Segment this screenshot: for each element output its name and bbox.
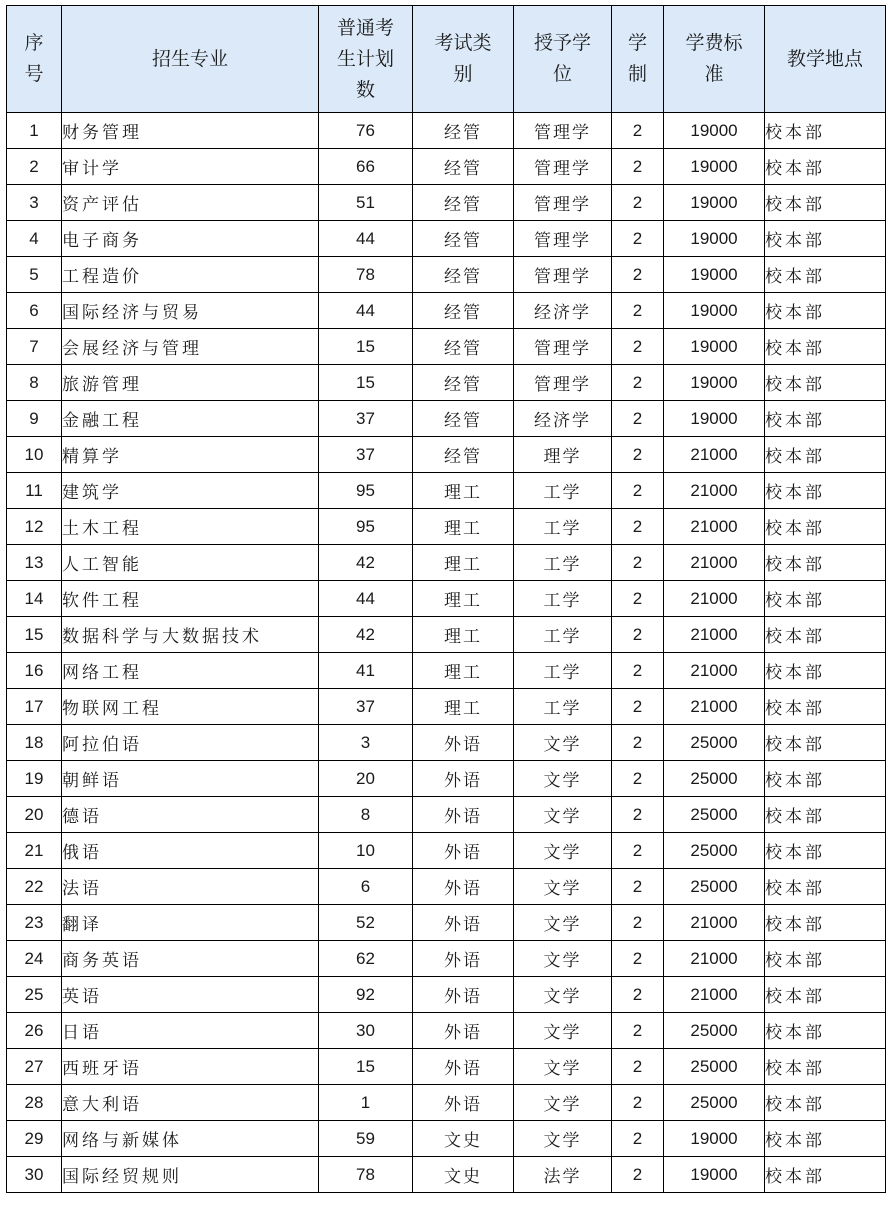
cell-location: 校本部 (765, 401, 886, 437)
cell-seq: 17 (7, 689, 62, 725)
cell-seq: 24 (7, 941, 62, 977)
cell-tuition: 21000 (664, 977, 765, 1013)
table-row (7, 185, 886, 221)
cell-seq: 8 (7, 365, 62, 401)
table-body (7, 113, 886, 1193)
cell-degree: 工学 (514, 509, 612, 545)
cell-exam-type: 经管 (413, 113, 514, 149)
cell-exam-type: 理工 (413, 581, 514, 617)
cell-location: 校本部 (765, 653, 886, 689)
table-row (7, 1049, 886, 1085)
cell-tuition: 19000 (664, 1157, 765, 1193)
cell-seq: 28 (7, 1085, 62, 1121)
table-row (7, 257, 886, 293)
cell-exam-type: 理工 (413, 473, 514, 509)
cell-quota: 78 (319, 257, 413, 293)
cell-tuition: 25000 (664, 725, 765, 761)
cell-tuition: 25000 (664, 869, 765, 905)
cell-major: 工程造价 (62, 257, 319, 293)
cell-tuition: 19000 (664, 185, 765, 221)
cell-tuition: 21000 (664, 473, 765, 509)
cell-tuition: 25000 (664, 833, 765, 869)
cell-exam-type: 外语 (413, 869, 514, 905)
cell-exam-type: 经管 (413, 221, 514, 257)
header-duration: 学制 (612, 6, 664, 113)
header-exam-type: 考试类别 (413, 6, 514, 113)
cell-location: 校本部 (765, 725, 886, 761)
cell-duration: 2 (612, 1013, 664, 1049)
cell-quota: 15 (319, 365, 413, 401)
cell-degree: 工学 (514, 545, 612, 581)
cell-major: 日语 (62, 1013, 319, 1049)
table-row (7, 797, 886, 833)
cell-location: 校本部 (765, 941, 886, 977)
table-row (7, 653, 886, 689)
table-row (7, 581, 886, 617)
cell-quota: 44 (319, 221, 413, 257)
cell-duration: 2 (612, 905, 664, 941)
cell-duration: 2 (612, 473, 664, 509)
cell-major: 网络工程 (62, 653, 319, 689)
cell-location: 校本部 (765, 1121, 886, 1157)
table-row (7, 149, 886, 185)
cell-quota: 37 (319, 437, 413, 473)
cell-tuition: 25000 (664, 1049, 765, 1085)
cell-degree: 理学 (514, 437, 612, 473)
cell-exam-type: 外语 (413, 833, 514, 869)
cell-duration: 2 (612, 1121, 664, 1157)
table-row (7, 221, 886, 257)
cell-quota: 20 (319, 761, 413, 797)
cell-exam-type: 理工 (413, 509, 514, 545)
cell-location: 校本部 (765, 149, 886, 185)
cell-major: 阿拉伯语 (62, 725, 319, 761)
cell-major: 建筑学 (62, 473, 319, 509)
table-row (7, 1013, 886, 1049)
table-row (7, 545, 886, 581)
cell-location: 校本部 (765, 833, 886, 869)
cell-tuition: 25000 (664, 761, 765, 797)
cell-location: 校本部 (765, 113, 886, 149)
enrollment-plan-table (6, 5, 886, 1193)
cell-tuition: 25000 (664, 1085, 765, 1121)
cell-duration: 2 (612, 941, 664, 977)
cell-degree: 工学 (514, 473, 612, 509)
cell-tuition: 19000 (664, 329, 765, 365)
table-row (7, 1121, 886, 1157)
cell-duration: 2 (612, 725, 664, 761)
cell-degree: 文学 (514, 1085, 612, 1121)
cell-exam-type: 外语 (413, 905, 514, 941)
cell-seq: 22 (7, 869, 62, 905)
cell-exam-type: 经管 (413, 365, 514, 401)
cell-quota: 44 (319, 581, 413, 617)
cell-duration: 2 (612, 797, 664, 833)
cell-degree: 管理学 (514, 257, 612, 293)
cell-major: 资产评估 (62, 185, 319, 221)
cell-seq: 4 (7, 221, 62, 257)
cell-degree: 管理学 (514, 329, 612, 365)
header-location: 教学地点 (765, 6, 886, 113)
cell-major: 网络与新媒体 (62, 1121, 319, 1157)
cell-duration: 2 (612, 833, 664, 869)
cell-degree: 文学 (514, 977, 612, 1013)
cell-location: 校本部 (765, 365, 886, 401)
cell-exam-type: 经管 (413, 185, 514, 221)
cell-quota: 78 (319, 1157, 413, 1193)
table-row (7, 833, 886, 869)
cell-quota: 44 (319, 293, 413, 329)
cell-tuition: 25000 (664, 1013, 765, 1049)
table-row (7, 905, 886, 941)
cell-seq: 11 (7, 473, 62, 509)
cell-degree: 文学 (514, 869, 612, 905)
cell-duration: 2 (612, 401, 664, 437)
cell-seq: 7 (7, 329, 62, 365)
table-row (7, 941, 886, 977)
cell-quota: 95 (319, 473, 413, 509)
cell-tuition: 19000 (664, 1121, 765, 1157)
cell-degree: 文学 (514, 833, 612, 869)
cell-degree: 管理学 (514, 113, 612, 149)
cell-duration: 2 (612, 869, 664, 905)
cell-exam-type: 理工 (413, 653, 514, 689)
cell-degree: 经济学 (514, 401, 612, 437)
cell-major: 商务英语 (62, 941, 319, 977)
cell-seq: 16 (7, 653, 62, 689)
cell-exam-type: 外语 (413, 761, 514, 797)
cell-exam-type: 外语 (413, 941, 514, 977)
cell-major: 国际经贸规则 (62, 1157, 319, 1193)
cell-tuition: 21000 (664, 905, 765, 941)
cell-degree: 文学 (514, 1013, 612, 1049)
cell-tuition: 19000 (664, 401, 765, 437)
cell-location: 校本部 (765, 221, 886, 257)
table-row (7, 1085, 886, 1121)
table-row (7, 329, 886, 365)
cell-exam-type: 经管 (413, 257, 514, 293)
cell-quota: 51 (319, 185, 413, 221)
cell-duration: 2 (612, 509, 664, 545)
header-tuition: 学费标准 (664, 6, 765, 113)
cell-major: 物联网工程 (62, 689, 319, 725)
cell-seq: 19 (7, 761, 62, 797)
cell-quota: 10 (319, 833, 413, 869)
table-row (7, 365, 886, 401)
cell-quota: 95 (319, 509, 413, 545)
cell-seq: 6 (7, 293, 62, 329)
cell-quota: 42 (319, 545, 413, 581)
cell-duration: 2 (612, 149, 664, 185)
cell-duration: 2 (612, 689, 664, 725)
cell-duration: 2 (612, 329, 664, 365)
cell-quota: 92 (319, 977, 413, 1013)
cell-degree: 管理学 (514, 365, 612, 401)
cell-major: 人工智能 (62, 545, 319, 581)
table-row (7, 617, 886, 653)
cell-location: 校本部 (765, 329, 886, 365)
cell-tuition: 21000 (664, 617, 765, 653)
header-major: 招生专业 (62, 6, 319, 113)
cell-quota: 62 (319, 941, 413, 977)
cell-degree: 管理学 (514, 185, 612, 221)
table-row (7, 473, 886, 509)
cell-location: 校本部 (765, 977, 886, 1013)
cell-major: 精算学 (62, 437, 319, 473)
cell-degree: 文学 (514, 1049, 612, 1085)
cell-duration: 2 (612, 113, 664, 149)
table-row (7, 725, 886, 761)
cell-duration: 2 (612, 761, 664, 797)
table-row (7, 1157, 886, 1193)
cell-location: 校本部 (765, 581, 886, 617)
cell-exam-type: 经管 (413, 401, 514, 437)
cell-exam-type: 外语 (413, 977, 514, 1013)
cell-exam-type: 文史 (413, 1157, 514, 1193)
cell-major: 俄语 (62, 833, 319, 869)
cell-duration: 2 (612, 257, 664, 293)
cell-degree: 管理学 (514, 149, 612, 185)
table-row (7, 869, 886, 905)
cell-location: 校本部 (765, 545, 886, 581)
cell-exam-type: 外语 (413, 1049, 514, 1085)
cell-quota: 59 (319, 1121, 413, 1157)
cell-tuition: 21000 (664, 689, 765, 725)
cell-tuition: 19000 (664, 293, 765, 329)
table-row (7, 401, 886, 437)
cell-tuition: 21000 (664, 509, 765, 545)
cell-major: 国际经济与贸易 (62, 293, 319, 329)
cell-location: 校本部 (765, 761, 886, 797)
cell-degree: 管理学 (514, 221, 612, 257)
cell-quota: 30 (319, 1013, 413, 1049)
cell-quota: 15 (319, 329, 413, 365)
cell-exam-type: 理工 (413, 689, 514, 725)
cell-quota: 1 (319, 1085, 413, 1121)
cell-degree: 工学 (514, 653, 612, 689)
cell-seq: 25 (7, 977, 62, 1013)
cell-seq: 12 (7, 509, 62, 545)
cell-exam-type: 外语 (413, 797, 514, 833)
cell-major: 电子商务 (62, 221, 319, 257)
cell-duration: 2 (612, 185, 664, 221)
cell-duration: 2 (612, 581, 664, 617)
cell-location: 校本部 (765, 1085, 886, 1121)
cell-location: 校本部 (765, 1013, 886, 1049)
cell-duration: 2 (612, 617, 664, 653)
cell-tuition: 21000 (664, 545, 765, 581)
table-row (7, 509, 886, 545)
cell-duration: 2 (612, 437, 664, 473)
cell-seq: 9 (7, 401, 62, 437)
cell-duration: 2 (612, 293, 664, 329)
cell-tuition: 25000 (664, 797, 765, 833)
cell-duration: 2 (612, 545, 664, 581)
table-row (7, 689, 886, 725)
cell-location: 校本部 (765, 797, 886, 833)
cell-seq: 1 (7, 113, 62, 149)
cell-seq: 26 (7, 1013, 62, 1049)
cell-degree: 文学 (514, 761, 612, 797)
cell-major: 数据科学与大数据技术 (62, 617, 319, 653)
cell-location: 校本部 (765, 437, 886, 473)
cell-exam-type: 经管 (413, 329, 514, 365)
cell-major: 朝鲜语 (62, 761, 319, 797)
table-row (7, 437, 886, 473)
header-row (7, 6, 886, 113)
cell-quota: 6 (319, 869, 413, 905)
cell-degree: 经济学 (514, 293, 612, 329)
cell-tuition: 21000 (664, 437, 765, 473)
cell-degree: 文学 (514, 797, 612, 833)
cell-quota: 41 (319, 653, 413, 689)
cell-seq: 21 (7, 833, 62, 869)
cell-location: 校本部 (765, 509, 886, 545)
cell-seq: 14 (7, 581, 62, 617)
header-quota: 普通考生计划数 (319, 6, 413, 113)
cell-duration: 2 (612, 1085, 664, 1121)
cell-major: 财务管理 (62, 113, 319, 149)
cell-location: 校本部 (765, 293, 886, 329)
cell-degree: 工学 (514, 689, 612, 725)
cell-tuition: 21000 (664, 653, 765, 689)
cell-seq: 20 (7, 797, 62, 833)
cell-duration: 2 (612, 977, 664, 1013)
cell-degree: 文学 (514, 941, 612, 977)
cell-exam-type: 外语 (413, 1085, 514, 1121)
cell-seq: 13 (7, 545, 62, 581)
cell-tuition: 19000 (664, 113, 765, 149)
cell-degree: 法学 (514, 1157, 612, 1193)
cell-degree: 文学 (514, 725, 612, 761)
cell-exam-type: 经管 (413, 293, 514, 329)
cell-quota: 15 (319, 1049, 413, 1085)
cell-duration: 2 (612, 653, 664, 689)
cell-seq: 27 (7, 1049, 62, 1085)
cell-duration: 2 (612, 1049, 664, 1085)
cell-location: 校本部 (765, 1049, 886, 1085)
cell-exam-type: 理工 (413, 617, 514, 653)
cell-seq: 10 (7, 437, 62, 473)
cell-duration: 2 (612, 221, 664, 257)
cell-quota: 8 (319, 797, 413, 833)
cell-tuition: 19000 (664, 221, 765, 257)
cell-duration: 2 (612, 365, 664, 401)
cell-location: 校本部 (765, 185, 886, 221)
cell-seq: 23 (7, 905, 62, 941)
cell-major: 德语 (62, 797, 319, 833)
cell-major: 法语 (62, 869, 319, 905)
cell-location: 校本部 (765, 1157, 886, 1193)
header-degree: 授予学位 (514, 6, 612, 113)
cell-location: 校本部 (765, 473, 886, 509)
cell-seq: 18 (7, 725, 62, 761)
cell-quota: 37 (319, 689, 413, 725)
cell-tuition: 19000 (664, 149, 765, 185)
table-row (7, 977, 886, 1013)
cell-major: 审计学 (62, 149, 319, 185)
cell-location: 校本部 (765, 257, 886, 293)
cell-major: 西班牙语 (62, 1049, 319, 1085)
cell-exam-type: 文史 (413, 1121, 514, 1157)
cell-tuition: 19000 (664, 257, 765, 293)
table-row (7, 293, 886, 329)
header-seq: 序号 (7, 6, 62, 113)
cell-tuition: 21000 (664, 581, 765, 617)
cell-major: 金融工程 (62, 401, 319, 437)
cell-quota: 42 (319, 617, 413, 653)
table-row (7, 761, 886, 797)
cell-location: 校本部 (765, 689, 886, 725)
cell-exam-type: 理工 (413, 545, 514, 581)
cell-location: 校本部 (765, 869, 886, 905)
cell-quota: 76 (319, 113, 413, 149)
cell-seq: 15 (7, 617, 62, 653)
cell-major: 英语 (62, 977, 319, 1013)
table-row (7, 113, 886, 149)
cell-exam-type: 经管 (413, 149, 514, 185)
cell-tuition: 19000 (664, 365, 765, 401)
cell-degree: 工学 (514, 617, 612, 653)
cell-major: 会展经济与管理 (62, 329, 319, 365)
cell-seq: 2 (7, 149, 62, 185)
cell-exam-type: 外语 (413, 725, 514, 761)
cell-seq: 29 (7, 1121, 62, 1157)
cell-degree: 工学 (514, 581, 612, 617)
cell-duration: 2 (612, 1157, 664, 1193)
cell-quota: 3 (319, 725, 413, 761)
cell-major: 旅游管理 (62, 365, 319, 401)
cell-tuition: 21000 (664, 941, 765, 977)
cell-seq: 5 (7, 257, 62, 293)
cell-degree: 文学 (514, 905, 612, 941)
cell-major: 土木工程 (62, 509, 319, 545)
cell-seq: 3 (7, 185, 62, 221)
cell-seq: 30 (7, 1157, 62, 1193)
cell-major: 意大利语 (62, 1085, 319, 1121)
cell-exam-type: 外语 (413, 1013, 514, 1049)
cell-major: 翻译 (62, 905, 319, 941)
cell-major: 软件工程 (62, 581, 319, 617)
cell-degree: 文学 (514, 1121, 612, 1157)
cell-location: 校本部 (765, 905, 886, 941)
cell-quota: 52 (319, 905, 413, 941)
cell-quota: 66 (319, 149, 413, 185)
cell-location: 校本部 (765, 617, 886, 653)
cell-quota: 37 (319, 401, 413, 437)
cell-exam-type: 经管 (413, 437, 514, 473)
